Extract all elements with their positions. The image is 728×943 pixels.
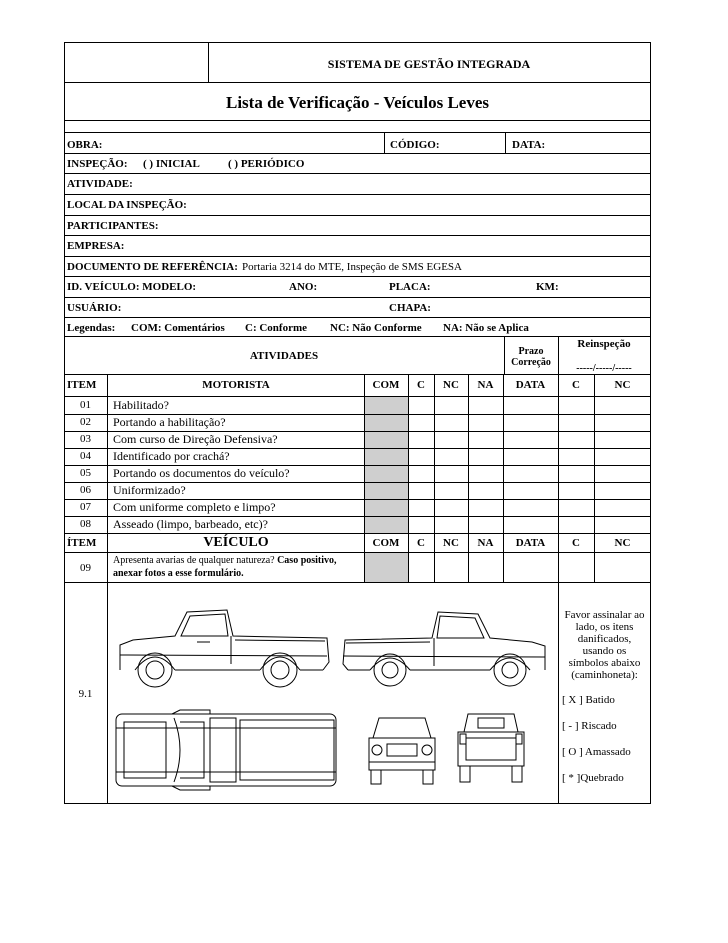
col-reinsp-c-2: C [572, 537, 580, 549]
row-divider [64, 448, 651, 449]
instruction-line: (caminhoneta): [571, 669, 638, 681]
documento-value: Portaria 3214 do MTE, Inspeção de SMS EGESA [242, 261, 462, 273]
col-com: COM [372, 379, 400, 391]
col-data-2: DATA [515, 537, 546, 549]
row-divider [64, 482, 651, 483]
item-text: Portando os documentos do veículo? [113, 466, 290, 480]
col-reinsp-c: C [572, 379, 580, 391]
item-9-1-num: 9.1 [78, 688, 93, 700]
item-09-text-line1 [113, 555, 337, 567]
col-motorista: MOTORISTA [202, 379, 270, 391]
instruction-line: lado, os itens [575, 621, 634, 633]
item-number: 03 [80, 433, 91, 445]
ano-label: ANO: [289, 281, 318, 293]
col-item2: ÍTEM [67, 537, 97, 549]
row-divider [64, 465, 651, 466]
item-09-num: 09 [80, 562, 91, 574]
usuario-label: USUÁRIO: [67, 302, 122, 314]
item-number: 05 [80, 467, 91, 479]
data-label: DATA: [512, 139, 546, 151]
reinspecao-date: -----/-----/----- [576, 363, 632, 374]
empresa-label: EMPRESA: [67, 240, 125, 252]
pickup-side-left-drawing [115, 600, 335, 695]
item-text: Identificado por crachá? [113, 449, 230, 463]
placa-label: PLACA: [389, 281, 431, 293]
codigo-label: CÓDIGO: [390, 139, 440, 151]
local-label: LOCAL DA INSPEÇÃO: [67, 199, 187, 211]
item-text: Com curso de Direção Defensiva? [113, 432, 278, 446]
instruction-line: Favor assinalar ao [564, 609, 645, 621]
item-text: Com uniforme completo e limpo? [113, 500, 276, 514]
item-09-text-bold1: Caso positivo, [277, 555, 337, 566]
col-na-2: NA [477, 537, 494, 549]
symbol-batido: [ X ] Batido [562, 694, 615, 706]
prazo-label: Prazo [518, 346, 544, 357]
legend-com: COM: Comentários [131, 322, 225, 334]
correcao-label: Correção [511, 357, 551, 368]
documento-label: DOCUMENTO DE REFERÊNCIA: [67, 261, 238, 273]
item-number: 04 [80, 450, 91, 462]
item-text: Habilitado? [113, 398, 169, 412]
col-item: ITEM [67, 379, 97, 391]
item-number: 06 [80, 484, 91, 496]
col-reinsp-nc-2: NC [614, 537, 631, 549]
row-divider [64, 516, 651, 517]
km-label: KM: [536, 281, 559, 293]
instruction-line: danificados, [577, 633, 632, 645]
col-c-2: C [417, 537, 425, 549]
page-title: Lista de Verificação - Veículos Leves [225, 93, 489, 112]
row-divider [64, 499, 651, 500]
col-data: DATA [515, 379, 546, 391]
pickup-rear-view-drawing [452, 708, 532, 788]
legend-nc: NC: Não Conforme [330, 322, 422, 334]
participantes-label: PARTICIPANTES: [67, 220, 159, 232]
col-com-2: COM [372, 537, 400, 549]
id-veiculo-label: ID. VEÍCULO: MODELO: [67, 281, 197, 293]
item-text: Uniformizado? [113, 483, 186, 497]
inicial-checkbox[interactable]: ( ) INICIAL [143, 158, 200, 170]
col-veiculo: VEÍCULO [203, 535, 269, 550]
item-number: 01 [80, 399, 91, 411]
chapa-label: CHAPA: [389, 302, 431, 314]
reinspecao-label: Reinspeção [577, 338, 631, 350]
item-number: 07 [80, 501, 91, 513]
inspecao-label: INSPEÇÃO: [67, 158, 128, 170]
col-nc: NC [443, 379, 459, 391]
col-na: NA [477, 379, 494, 391]
row-divider [64, 414, 651, 415]
instruction-line: usando os [582, 645, 627, 657]
legend-c: C: Conforme [245, 322, 308, 334]
col-reinsp-nc: NC [614, 379, 631, 391]
instruction-line: símbolos abaixo [568, 657, 641, 669]
pickup-side-right-drawing [340, 604, 552, 696]
item-09-text-line2: anexar fotos a esse formulário. [113, 568, 244, 579]
system-title: SISTEMA DE GESTÃO INTEGRADA [327, 57, 531, 71]
pickup-front-view-drawing [365, 708, 439, 788]
symbol-riscado: [ - ] Riscado [562, 720, 617, 732]
col-nc-2: NC [443, 537, 459, 549]
obra-label: OBRA: [67, 139, 103, 151]
com-grey-block-09 [365, 553, 408, 582]
item-number: 02 [80, 416, 91, 428]
legend-na: NA: Não se Aplica [443, 322, 529, 334]
item-text: Asseado (limpo, barbeado, etc)? [113, 517, 268, 531]
item-number: 08 [80, 518, 91, 530]
col-c: C [417, 379, 425, 391]
row-divider [64, 431, 651, 432]
legend-label: Legendas: [67, 322, 116, 334]
atividades-header: ATIVIDADES [249, 350, 319, 362]
item-text: Portando a habilitação? [113, 415, 226, 429]
pickup-top-view-drawing [112, 708, 340, 792]
periodico-checkbox[interactable]: ( ) PERIÓDICO [228, 158, 305, 170]
item-09-text-normal: Apresenta avarias de qualquer natureza? [113, 555, 275, 566]
atividade-label: ATIVIDADE: [67, 178, 133, 190]
symbol-amassado: [ O ] Amassado [562, 746, 631, 758]
instructions-block [559, 609, 650, 681]
symbol-quebrado: [ * ]Quebrado [562, 772, 624, 784]
